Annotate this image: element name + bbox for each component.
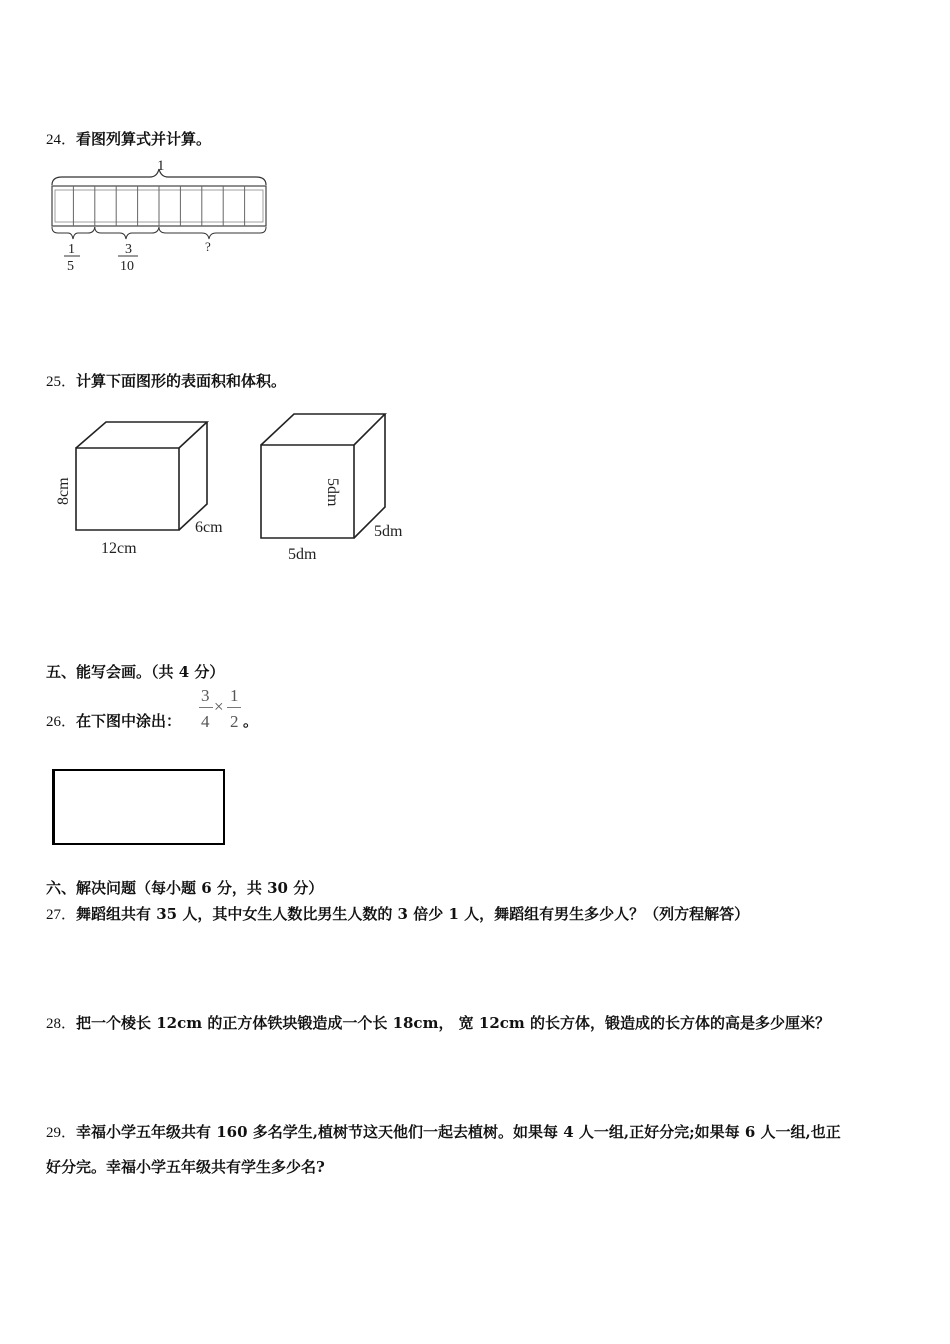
q26-frac2-num: 1 — [230, 686, 239, 705]
q26-frac1-den: 4 — [201, 712, 210, 731]
q26-operator: × — [214, 697, 224, 716]
bar-diagram — [40, 155, 280, 280]
bar-part1-den: 5 — [67, 259, 74, 274]
cube-width-label: 5dm — [374, 523, 403, 540]
q26-line — [46, 710, 181, 731]
bar-part2-num: 3 — [125, 242, 132, 257]
q27-line — [46, 903, 749, 924]
cuboid-length-label: 12cm — [101, 540, 137, 557]
q25-number: 25． — [46, 374, 77, 390]
q24-line — [46, 128, 211, 149]
q26-frac1-num: 3 — [201, 686, 210, 705]
q28-text: 把一个棱长 12cm 的正方体铁块锻造成一个长 18cm， 宽 12cm 的长方体，锻造成的长方体的高是多少厘米？ — [76, 1014, 830, 1032]
coloring-rectangle[interactable] — [52, 769, 225, 845]
bar-segments — [73, 186, 244, 226]
q26-frac2-den: 2 — [230, 712, 239, 731]
q26-frac2-bar — [227, 707, 241, 708]
bar-total-label: 1 — [157, 158, 165, 174]
q26-frac1-bar — [199, 707, 213, 708]
q28-number: 28． — [46, 1016, 77, 1032]
bar-part3-label: ? — [205, 239, 211, 254]
cuboid-width-label: 6cm — [195, 519, 223, 536]
q26-text: 在下图中涂出： — [76, 712, 182, 730]
section6-heading: 六、解决问题（每小题 6 分，共 30 分） — [46, 879, 324, 897]
cube-length-label: 5dm — [288, 546, 317, 563]
q29-text-line1: 幸福小学五年级共有 160 多名学生,植树节这天他们一起去植树。如果每 4 人一组,正好分完;如果每 6 人一组,也正 — [76, 1123, 841, 1141]
section5-heading: 五、能写会画。（共 4 分） — [46, 663, 225, 681]
q27-text: 舞蹈组共有 35 人，其中女生人数比男生人数的 3 倍少 1 人，舞蹈组有男生多少人？（列方程解答） — [76, 905, 750, 923]
cube-figure — [255, 405, 425, 570]
q25-text: 计算下面图形的表面积和体积。 — [76, 372, 287, 390]
q28-line — [46, 1012, 830, 1033]
q25-line — [46, 370, 286, 391]
q26-number: 26． — [46, 714, 77, 730]
q26-period: 。 — [243, 712, 259, 730]
q27-number: 27． — [46, 907, 77, 923]
cube-height-label: 5dm — [324, 478, 341, 507]
q29-line — [46, 1121, 841, 1142]
q24-number: 24． — [46, 132, 77, 148]
cuboid-figure — [48, 410, 238, 570]
cuboid-height-label: 8cm — [55, 477, 72, 505]
q24-text: 看图列算式并计算。 — [76, 130, 212, 148]
bar-part1-num: 1 — [68, 242, 75, 257]
bar-part2-den: 10 — [120, 259, 134, 274]
q29-number: 29． — [46, 1125, 77, 1141]
q29-text-line2: 好分完。幸福小学五年级共有学生多少名? — [46, 1158, 325, 1176]
